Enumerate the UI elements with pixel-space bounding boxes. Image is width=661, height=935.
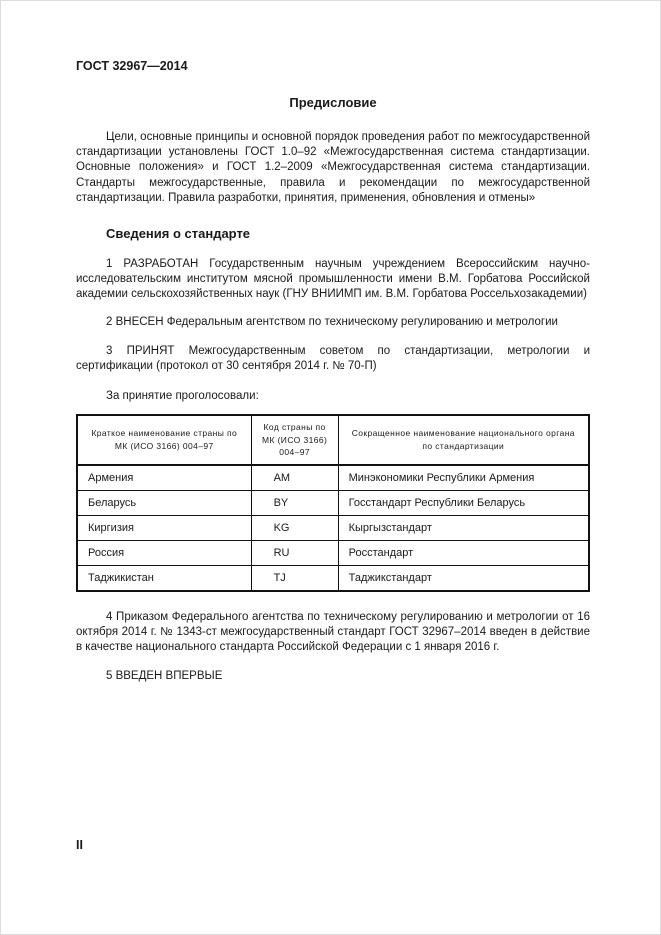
section-heading-standard-info: Сведения о стандарте <box>106 225 251 241</box>
cell-country: Беларусь <box>77 491 251 516</box>
table-row <box>77 541 589 566</box>
column-header-org: Сокращенное наименование национального органа по стандартизации <box>338 415 589 465</box>
cell-country: Киргизия <box>77 516 251 541</box>
cell-org: Кыргызстандарт <box>338 516 589 541</box>
cell-org: Росстандарт <box>338 541 589 566</box>
info-item-5: 5 ВВЕДЕН ВПЕРВЫЕ <box>106 669 223 682</box>
cell-org: Минэкономики Республики Армения <box>338 465 589 491</box>
voting-countries-table <box>76 414 590 592</box>
vote-intro-line: За принятие проголосовали: <box>106 389 259 402</box>
column-header-code: Код страны по МК (ИСО 3166) 004–97 <box>251 415 338 465</box>
cell-code: TJ <box>251 566 338 592</box>
column-header-country: Краткое наименование страны по МК (ИСО 3166) 004–97 <box>77 415 251 465</box>
cell-org: Госстандарт Республики Беларусь <box>338 491 589 516</box>
cell-code: BY <box>251 491 338 516</box>
page-title: Предисловие <box>289 95 377 110</box>
preface-intro-paragraph: Цели, основные принципы и основной порядок проведения работ по межгосударственной стандартизации установлены ГОСТ 1.0–92 «Межгосударственная система стандартизации. Основные положения» и ГОСТ 1.2–2009 «Межгосударственная система стандартизации. Стандарты межгосударственные, правила и рекомендации по межгосударственной стандартизации. Правила разработки, принятия, применения, обновления и отмены» <box>76 131 590 204</box>
info-item-3: 3 ПРИНЯТ Межгосударственным советом по стандартизации, метрологии и сертификации (протокол от 30 сентября 2014 г. № 70-П) <box>76 344 590 372</box>
table-header-row <box>77 415 589 465</box>
info-item-1: 1 РАЗРАБОТАН Государственным научным учреждением Всероссийским научно-исследовательским институтом мясной промышленности имени В.М. Горбатова Российской академии сельскохозяйственных наук (ГНУ ВНИИМП им. В.М. Горбатова Россельхозакадемии) <box>76 257 590 301</box>
table-row <box>77 491 589 516</box>
cell-code: AM <box>251 465 338 491</box>
info-item-4: 4 Приказом Федерального агентства по техническому регулированию и метрологии от 16 октября 2014 г. № 1343-ст межгосударственный стандарт ГОСТ 32967–2014 введен в действие в качестве национального стандарта Российской Федерации с 1 января 2016 г. <box>76 611 590 654</box>
table-row <box>77 465 589 491</box>
table-row <box>77 566 589 592</box>
cell-country: Россия <box>77 541 251 566</box>
cell-country: Таджикистан <box>77 566 251 592</box>
cell-code: RU <box>251 541 338 566</box>
table-row <box>77 516 589 541</box>
info-item-2: 2 ВНЕСЕН Федеральным агентством по техническому регулированию и метрологии <box>106 316 558 329</box>
page-number: II <box>76 838 83 852</box>
cell-country: Армения <box>77 465 251 491</box>
cell-code: KG <box>251 516 338 541</box>
cell-org: Таджикстандарт <box>338 566 589 592</box>
document-number: ГОСТ 32967—2014 <box>76 59 188 73</box>
document-page <box>1 1 660 934</box>
